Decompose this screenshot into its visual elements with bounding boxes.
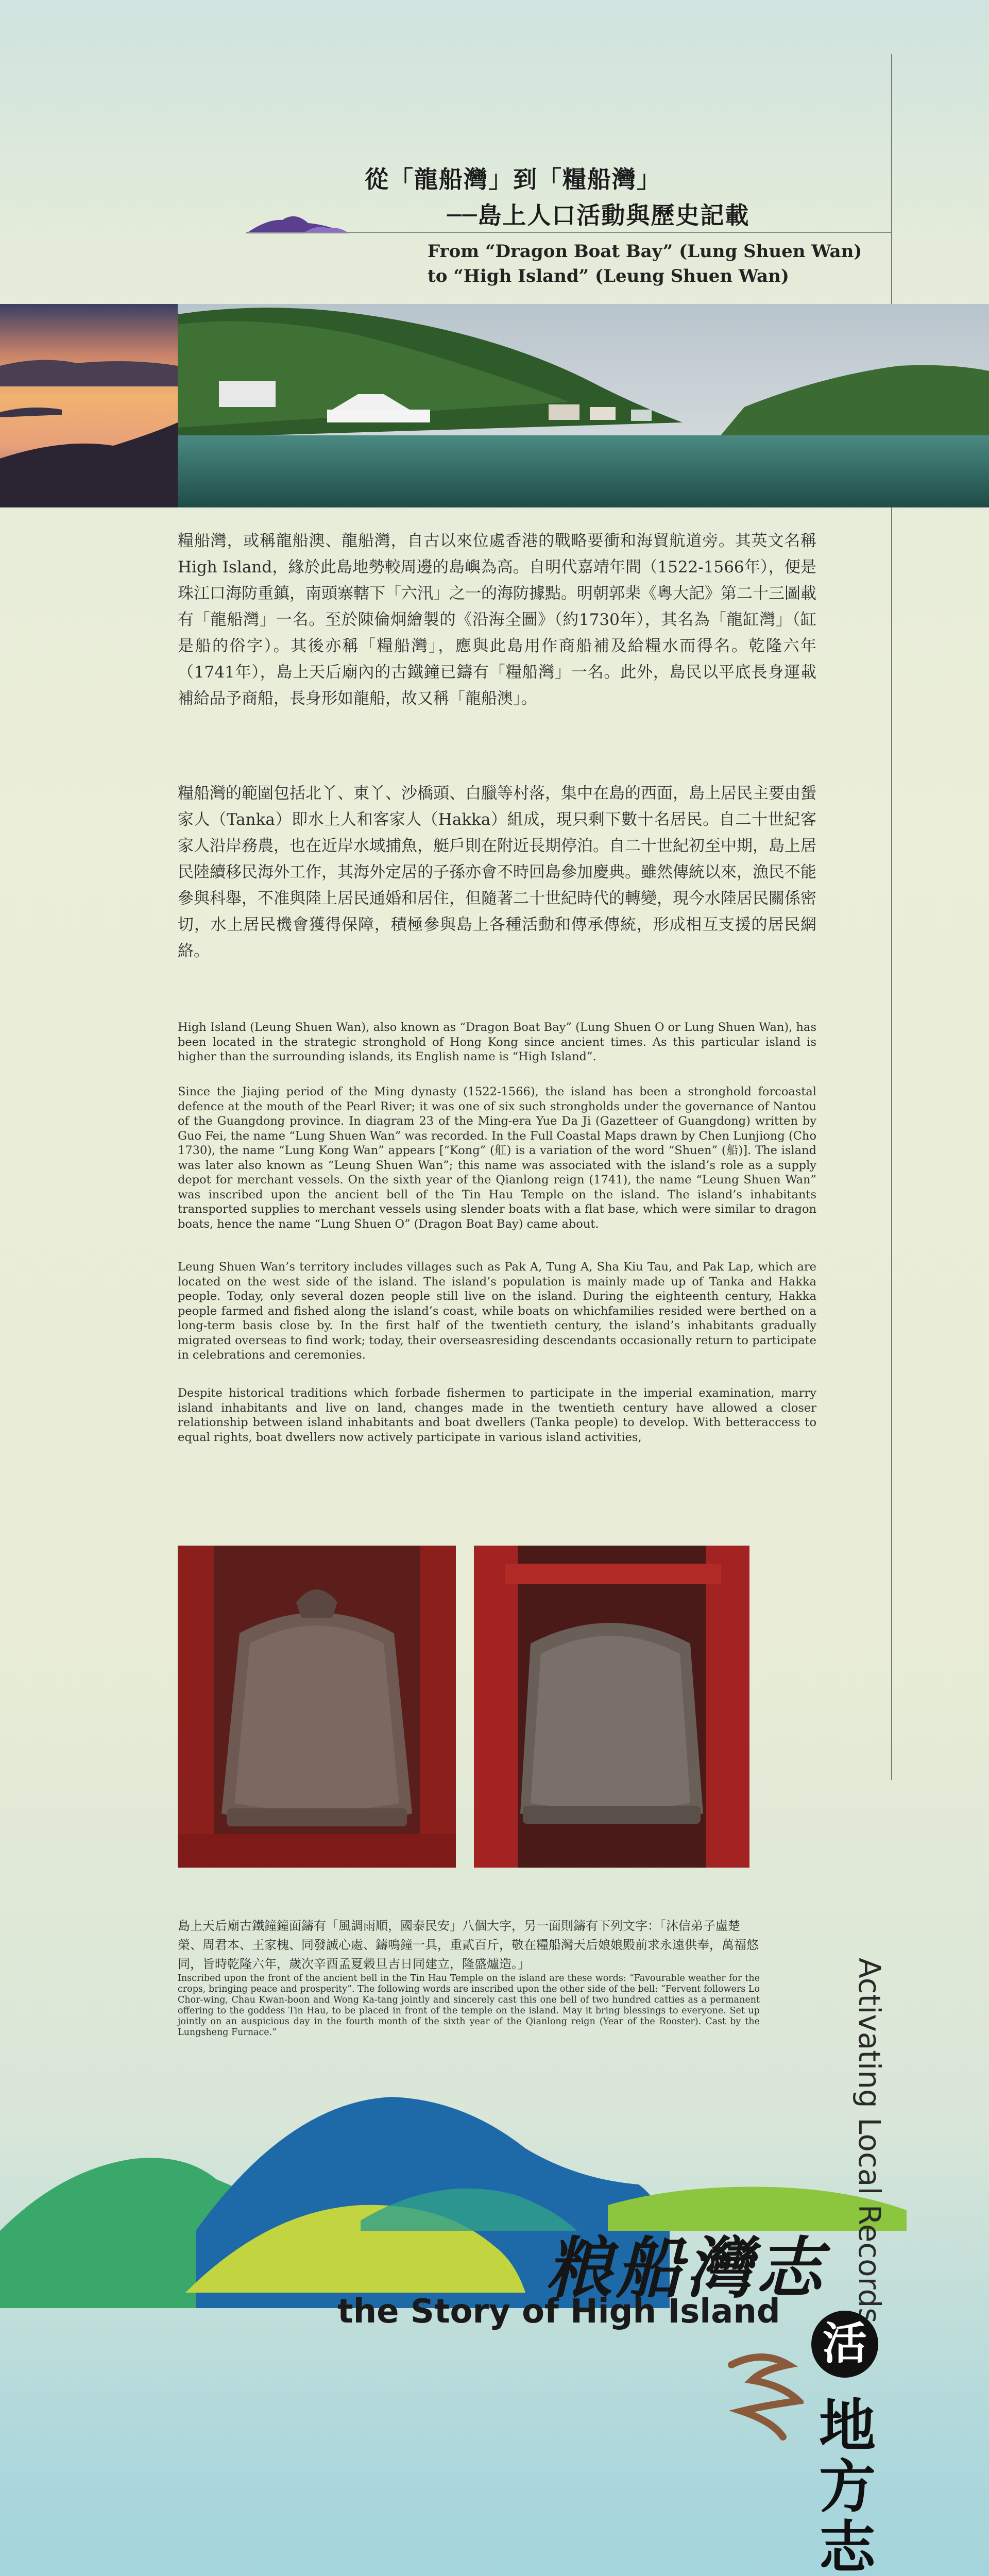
body-en-para4: Despite historical traditions which forbade fishermen to participate in the imperial examination, marry island inhabitants and live on land, changes made in the twentieth century have allowed a closer relationship between island inhabitants and boat dwellers (Tanka people) to develop. With betteraccess to equal rights, boat dwellers now actively participate in various island activities,: [178, 1386, 816, 1444]
brush-title-zh: 粮船灣志: [546, 2230, 827, 2307]
page-title-en-line1: From “Dragon Boat Bay” (Lung Shuen Wan): [428, 241, 862, 262]
mountain-logo-icon: [246, 209, 349, 234]
body-en-para1: High Island (Leung Shuen Wan), also known as “Dragon Boat Bay” (Lung Shuen O or Lung Shuen Wan), has been located in the strategic stronghold of Hong Kong since ancient times. As this particular island is higher than the surrounding islands, its English name is “High Island”.: [178, 1021, 816, 1063]
bell-caption-en: Inscribed upon the front of the ancient bell in the Tin Hau Temple on the island are these words: “Favourable weather for the crops, bringing peace and prosperity”. The following words are inscribed upon the other side of the bell: “Fervent followers Lo Chor-wing, Chau Kwan-boon and Wong Ka-tang jointly and sincerely cast this one bell of two hundred catties as a permanent offering to the goddess Tin Hau, to be placed in front of the temple on the island. May it bring blessings to everyone. Set up jointly on an auspicious day in the fourth month of the sixth year of the Qianlong reign (Year of the Rooster). Cast by the Lungsheng Furnace.”: [178, 1973, 760, 2038]
page-title-en-line2: to “High Island” (Leung Shuen Wan): [428, 266, 789, 286]
swirl-brush-icon: [721, 2349, 804, 2442]
difangzhi-title: 地方志: [819, 2393, 876, 2576]
header-rule: [246, 232, 891, 233]
body-zh-para1: 糧船灣，或稱龍船澳、龍船灣，自古以來位處香港的戰略要衝和海貿航道旁。其英文名稱 High Island，緣於此島地勢較周邊的島嶼為高。自明代嘉靖年間（1522-1566年），便是珠江口海防重鎮，南頭寨轄下「六汛」之一的海防據點。明朝郭棐《粵大記》第二十三圖載有「龍船灣」一名。至於陳倫炯繪製的《沿海全圖》（約1730年），其名為「龍缸灣」（缸是船的俗字）。其後亦稱「糧船灣」，應與此島用作商船補及給糧水而得名。乾隆六年（1741年），島上天后廟內的古鐵鐘已鑄有「糧船灣」一名。此外，島民以平底長身運載補給品予商船，長身形如龍船，故又稱「龍船澳」。: [178, 532, 816, 708]
body-zh-para2: 糧船灣的範圍包括北丫、東丫、沙橋頭、白臘等村落，集中在島的西面，島上居民主要由蜑家人（Tanka）即水上人和客家人（Hakka）組成，現只剩下數十名居民。自二十世紀客家人沿岸務農，也在近岸水域捕魚，艇戶則在附近長期停泊。自二十世紀初至中期，島上居民陸續移民海外工作，其海外定居的子孫亦會不時回島參加慶典。雖然傳統以來，漁民不能參與科舉，不准與陸上居民通婚和居住，但隨著二十世紀時代的轉變，現今水陸居民關係密切，水上居民機會獲得保障，積極參與島上各種活動和傳承傳統，形成相互支援的居民網絡。: [178, 784, 816, 960]
bay-landscape-photo: [178, 304, 989, 507]
story-title-en: the Story of High Island: [337, 2293, 780, 2331]
body-en-para3: Leung Shuen Wan’s territory includes villages such as Pak A, Tung A, Sha Kiu Tau, and Pak Lap, which are located on the west side of the island. The island’s population is mainly made up of Tanka and Hakka people. Today, only several dozen people still live on the island. During the eighteenth century, Hakka people farmed and fished along the island’s coast, while boats on whichfamilies resided were berthed on a long-term basis close by. In the first half of the twentieth century, the island’s inhabitants gradually migrated overseas to find work; today, their overseasresiding descendants occasionally return to participate in celebrations and ceremonies.: [178, 1260, 816, 1362]
huo-badge: 活: [811, 2311, 878, 2378]
bell-caption-zh: 島上天后廟古鐵鐘鐘面鑄有「風調雨順，國泰民安」八個大字，另一面則鑄有下列文字：「沐信弟子盧楚榮、周君本、王家槐、同發誠心處、鑄鳴鐘一具，重貳百斤，敬在糧船灣天后娘娘殿前求永遠供奉，萬福悠同，旨時乾隆六年，歲次辛酉孟夏穀旦吉日同建立，隆盛爐造。」: [178, 1919, 759, 1971]
page-title-zh: 從「龍船灣」到「糧船灣」: [365, 165, 661, 193]
vertical-series-title: Activating Local Records: [852, 1958, 887, 2324]
sunset-photo: [0, 304, 178, 507]
bell-photo-front: [178, 1546, 456, 1868]
body-en-para2: Since the Jiajing period of the Ming dynasty (1522-1566), the island has been a stronghold forcoastal defence at the mouth of the Pearl River; it was one of six such strongholds under the governance of Nantou of the Guangdong province. In diagram 23 of the Ming-era Yue Da Ji (Gazetteer of Guangdong) written by Guo Fei, the name “Lung Shuen Wan” was recorded. In the Full Coastal Maps drawn by Chen Lunjiong (Cho 1730), the name “Lung Kong Wan” appears [“Kong” (舡) is a variation of the word “Shuen” (船)]. The island was later also known as “Leung Shuen Wan”; this name was associated with the island’s role as a supply depot for merchant vessels. On the sixth year of the Qianlong reign (1741), the name “Leung Shuen Wan” was inscribed upon the ancient bell of the Tin Hau Temple on the island. The island’s inhabitants transported supplies to merchant vessels using slender boats with a flat base, which were similar to dragon boats, hence the name “Lung Shuen O” (Dragon Boat Bay) came about.: [178, 1085, 816, 1231]
page-subtitle-zh: ──島上人口活動與歷史記載: [447, 201, 750, 229]
bell-photo-back: [474, 1546, 749, 1868]
